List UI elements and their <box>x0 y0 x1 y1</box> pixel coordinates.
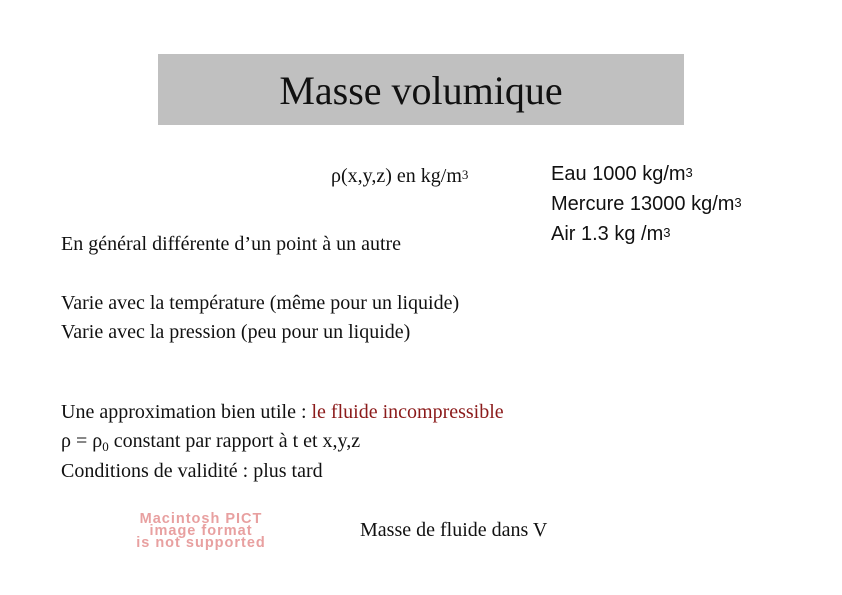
constant-density-line: $\rho = \rho_0$ constant par rapport à t et x,y,z <box>61 430 361 454</box>
variation-temperature: Varie avec la température (même pour un liquide) <box>61 292 460 314</box>
rho-symbol: ρ <box>331 165 341 187</box>
pict-unsupported-placeholder: Macintosh PICT image format is not supported <box>136 511 266 551</box>
density-definition-text: (x,y,z) en kg/m <box>340 165 462 187</box>
page-title: Masse volumique <box>279 68 563 113</box>
density-exponent: 3 <box>461 167 469 182</box>
example-mercury: Mercure 13000 $kg/m^3$ <box>551 193 742 215</box>
density-definition <box>331 162 468 192</box>
density-examples <box>551 160 742 250</box>
approximation-line <box>61 398 504 427</box>
variation-pressure: Varie avec la pression (peu pour un liquide) <box>61 321 411 343</box>
example-water: Eau 1000 $kg/m^3$ <box>551 163 693 185</box>
approximation-prefix: Une approximation bien utile : <box>61 401 312 423</box>
variation-list <box>61 289 459 347</box>
general-statement <box>61 230 401 259</box>
approximation-block <box>61 398 504 486</box>
example-air: Air 1.3 kg $/m^3$ <box>551 223 671 245</box>
incompressible-highlight: le fluide incompressible <box>311 401 504 423</box>
general-statement-text: En général différente d’un point à un autre <box>61 233 402 255</box>
validity-line: Conditions de validité : plus tard <box>61 460 323 482</box>
title-banner <box>158 54 684 125</box>
mass-caption: Masse de fluide dans V <box>360 519 548 541</box>
